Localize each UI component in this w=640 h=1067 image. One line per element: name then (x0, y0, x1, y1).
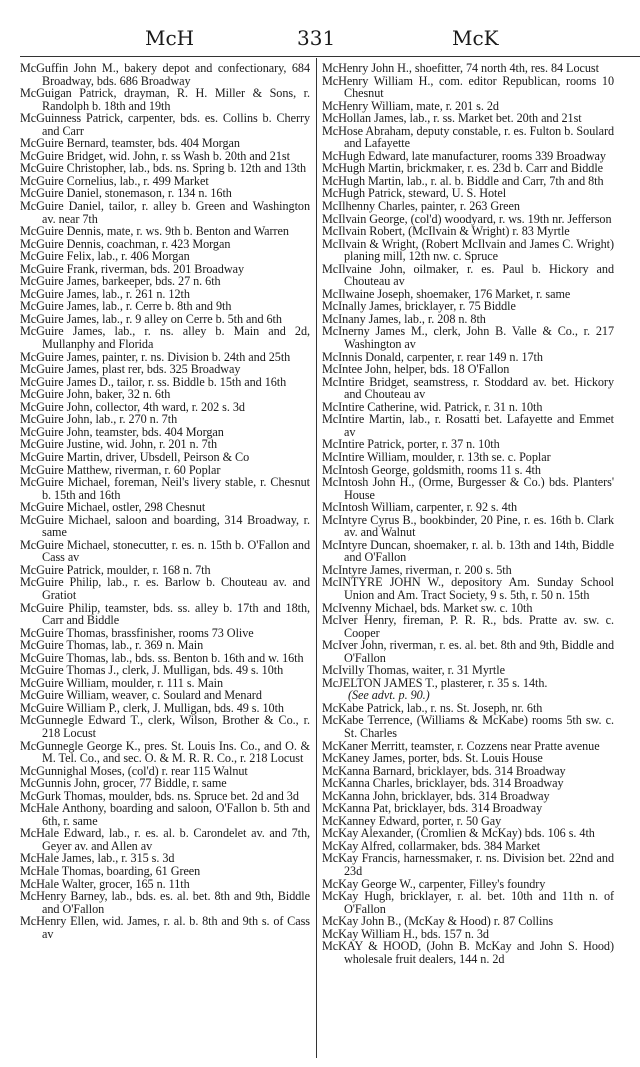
directory-entry: McGuire James, plast rer, bds. 325 Broadway (20, 362, 241, 377)
directory-entry: McKanna Charles, bricklayer, bds. 314 Broadway (322, 776, 564, 791)
directory-entry: McIlvaine John, oilmaker, r. es. Paul b. Hickory and Chouteau av (322, 261, 614, 289)
directory-entry: McIlhenny Charles, painter, r. 263 Green (322, 199, 520, 214)
directory-entry: McGuire Frank, riverman, bds. 201 Broadway (20, 261, 244, 276)
directory-entry: McInnis Donald, carpenter, r. rear 149 n. 17th (322, 349, 543, 364)
directory-entry: McInally James, bricklayer, r. 75 Biddle (322, 299, 516, 314)
header-rule (20, 56, 640, 57)
directory-entry: McGuire James, lab., r. ns. alley b. Main and 2d, Mullanphy and Florida (20, 324, 310, 352)
directory-entry: McGuire Dennis, coachman, r. 423 Morgan (20, 236, 231, 251)
directory-entry: McIntyre Duncan, shoemaker, r. al. b. 13th and 14th, Biddle and O'Fallon (322, 537, 614, 565)
directory-entry: McGunnegle Edward T., clerk, Wilson, Brother & Co., r. 218 Locust (20, 713, 310, 740)
directory-entry: McGuire Michael, stonecutter, r. es. n. 15th b. O'Fallon and Cass av (20, 537, 310, 565)
directory-entry: McIver John, riverman, r. es. al. bet. 8th and 9th, Biddle and O'Fallon (322, 638, 614, 665)
directory-entry: McKanna Barnard, bricklayer, bds. 314 Broadway (322, 763, 566, 778)
column-divider (316, 58, 317, 1058)
directory-entry: McGuire John, collector, 4th ward, r. 202 s. 3d (20, 399, 245, 414)
directory-entry: McIntosh William, carpenter, r. 92 s. 4th (322, 500, 518, 515)
directory-entry: McIntosh John H., (Orme, Burgesser & Co.) bds. Planters' House (322, 475, 614, 502)
directory-entry: McGuire Daniel, tailor, r. alley b. Green and Washington av. near 7th (20, 199, 310, 226)
directory-entry: McHugh Edward, late manufacturer, rooms 339 Broadway (322, 148, 606, 163)
directory-entry: McGuire Michael, foreman, Neil's livery stable, r. Chesnut b. 15th and 16th (20, 475, 310, 502)
directory-entry: McGuire James, lab., r. Cerre b. 8th and 9th (20, 299, 232, 314)
directory-entry: McHugh Martin, lab., r. al. b. Biddle and Carr, 7th and 8th (322, 173, 604, 188)
directory-entry: McGuire James, lab., r. 261 n. 12th (20, 286, 190, 301)
directory-entry: McKay Alfred, collarmaker, bds. 384 Market (322, 838, 541, 853)
directory-entry: McIvilly Thomas, waiter, r. 31 Myrtle (322, 663, 505, 678)
directory-entry: McHenry William H., com. editor Republican, rooms 10 Chesnut (322, 73, 614, 101)
directory-entry: McGurk Thomas, moulder, bds. ns. Spruce bet. 2d and 3d (20, 788, 299, 803)
directory-entry: McKay Francis, harnessmaker, r. ns. Division bet. 22nd and 23d (322, 851, 614, 878)
directory-entry: McKay George W., carpenter, Filley's foundry (322, 876, 546, 891)
directory-entry: McJELTON JAMES T., plasterer, r. 35 s. 14th. (322, 675, 548, 690)
directory-entry: McKabe Patrick, lab., r. ns. St. Joseph, nr. 6th (322, 700, 543, 715)
directory-entry: McGuire James, painter, r. ns. Division b. 24th and 25th (20, 349, 291, 364)
directory-entry: McGuire Thomas, lab., r. 369 n. Main (20, 638, 204, 653)
directory-entry: McIntire Patrick, porter, r. 37 n. 10th (322, 437, 500, 452)
directory-entry: McGuire Thomas J., clerk, J. Mulligan, bds. 49 s. 10th (20, 663, 284, 678)
directory-entry: McGuire Cornelius, lab., r. 499 Market (20, 173, 209, 188)
directory-entry: McGuire Michael, ostler, 298 Chesnut (20, 500, 206, 515)
directory-entry: McGuire Felix, lab., r. 406 Morgan (20, 249, 190, 264)
directory-entry: McGuire Bridget, wid. John, r. ss Wash b. 20th and 21st (20, 148, 290, 163)
directory-entry: McKabe Terrence, (Williams & McKabe) rooms 5th sw. c. St. Charles (322, 713, 614, 740)
directory-entry: McGunnighal Moses, (col'd) r. rear 115 Walnut (20, 763, 248, 778)
directory-entry: McKay William H., bds. 157 n. 3d (322, 926, 489, 941)
directory-entry: McGuinness Patrick, carpenter, bds. es. Collins b. Cherry and Carr (20, 111, 310, 138)
directory-entry: McKay John B., (McKay & Hood) r. 87 Collins (322, 914, 554, 929)
directory-entry: McHale James, lab., r. 315 s. 3d (20, 851, 175, 866)
directory-entry: McIntyre James, riverman, r. 200 s. 5th (322, 562, 512, 577)
directory-entry: McGuire Bernard, teamster, bds. 404 Morgan (20, 136, 240, 151)
directory-entry: McInerny James M., clerk, John B. Valle & Co., r. 217 Washington av (322, 324, 614, 352)
directory-entry: McGuire Philip, lab., r. es. Barlow b. Chouteau av. and Gratiot (20, 575, 310, 602)
directory-entry: McIntire Catherine, wid. Patrick, r. 31 n. 10th (322, 399, 543, 414)
left-guide-word: McH (145, 26, 195, 50)
directory-entry: McIlwaine Joseph, shoemaker, 176 Market, r. same (322, 286, 571, 301)
directory-entry: McHale Edward, lab., r. es. al. b. Carondelet av. and 7th, Geyer av. and Allen av (20, 826, 310, 853)
directory-entry: McKay Alexander, (Cromlien & McKay) bds. 106 s. 4th (322, 826, 595, 841)
directory-entry: (See advt. p. 90.) (348, 688, 430, 703)
directory-entry: McGuigan Patrick, drayman, R. H. Miller & Sons, r. Randolph b. 18th and 19th (20, 86, 310, 113)
directory-entry: McGunnegle George K., pres. St. Louis Ins. Co., and O. & M. Tel. Co., and sec. O. & M. R. R. Co., r. 218 Locust (20, 738, 310, 766)
directory-entry: McIlvain Robert, (McIlvain & Wright) r. 83 Myrtle (322, 224, 570, 239)
directory-entry: McGuire Thomas, brassfinisher, rooms 73 Olive (20, 625, 254, 640)
directory-entry: McIntee John, helper, bds. 18 O'Fallon (322, 362, 510, 377)
directory-entry: McGuire Philip, teamster, bds. ss. alley b. 17th and 18th, Carr and Biddle (20, 600, 310, 628)
directory-entry: McIlvain George, (col'd) woodyard, r. ws. 19th nr. Jefferson (322, 211, 612, 226)
directory-entry: McGuire Martin, driver, Ubsdell, Peirson & Co (20, 449, 250, 464)
directory-entry: McKanna John, bricklayer, bds. 314 Broadway (322, 788, 550, 803)
directory-entry: McGuire John, teamster, bds. 404 Morgan (20, 424, 224, 439)
directory-entry: McHenry John H., shoefitter, 74 north 4th, res. 84 Locust (322, 61, 599, 75)
directory-entry: McHugh Patrick, steward, U. S. Hotel (322, 186, 507, 201)
directory-entry: McINTYRE JOHN W., depository Am. Sunday School Union and Am. Tract Society, 9 s. 5th, r. 50 n. 15th (322, 575, 614, 602)
directory-entry: McGuire Michael, saloon and boarding, 314 Broadway, r. same (20, 512, 310, 540)
directory-entry: McIntire William, moulder, r. 13th se. c. Poplar (322, 449, 551, 464)
directory-entry: McKAY & HOOD, (John B. McKay and John S. Hood) wholesale fruit dealers, 144 n. 2d (322, 939, 614, 966)
directory-entry: McGuire James, lab., r. 9 alley on Cerre b. 5th and 6th (20, 311, 282, 326)
directory-entry: McGuire Thomas, lab., bds. ss. Benton b. 16th and w. 16th (20, 650, 304, 665)
left-column (20, 62, 310, 940)
directory-entry: McIntosh George, goldsmith, rooms 11 s. 4th (322, 462, 541, 477)
directory-entry: McIver Henry, fireman, P. R. R., bds. Pratte av. sw. c. Cooper (322, 613, 614, 640)
directory-entry: McGuffin John M., bakery depot and confectionary, 684 Broadway, bds. 686 Broadway (20, 61, 310, 88)
directory-entry: McGuire James D., tailor, r. ss. Biddle b. 15th and 16th (20, 374, 287, 389)
directory-entry: McGuire Patrick, moulder, r. 168 n. 7th (20, 562, 211, 577)
directory-entry: McIntire Martin, lab., r. Rosatti bet. Lafayette and Emmet av (322, 412, 614, 439)
right-guide-word: McK (452, 26, 499, 50)
directory-entry: McIvenny Michael, bds. Market sw. c. 10th (322, 600, 533, 615)
directory-entry: McIntire Bridget, seamstress, r. Stoddard av. bet. Hickory and Chouteau av (322, 374, 614, 402)
directory-entry: McHose Abraham, deputy constable, r. es. Fulton b. Soulard and Lafayette (322, 123, 614, 151)
directory-entry: McGuire William, weaver, c. Soulard and Menard (20, 688, 262, 703)
directory-entry: McHale Thomas, boarding, 61 Green (20, 864, 201, 878)
directory-entry: McGuire Daniel, stonemason, r. 134 n. 16th (20, 186, 232, 201)
directory-entry: McIlvain & Wright, (Robert McIlvain and James C. Wright) planing mill, 12th nw. c. Spruce (322, 236, 614, 264)
directory-entry: McKaney James, porter, bds. St. Louis House (322, 751, 543, 766)
directory-entry: McGuire James, barkeeper, bds. 27 n. 6th (20, 274, 221, 289)
directory-entry: McGuire Dennis, mate, r. ws. 9th b. Benton and Warren (20, 224, 289, 239)
directory-entry: McKanney Edward, porter, r. 50 Gay (322, 813, 502, 828)
directory-entry: McHenry Barney, lab., bds. es. al. bet. 8th and 9th, Biddle and O'Fallon (20, 889, 310, 916)
directory-entry: McGuire William, moulder, r. 111 s. Main (20, 675, 224, 690)
directory-entry: McGuire Justine, wid. John, r. 201 n. 7th (20, 437, 218, 452)
directory-entry: McGuire William P., clerk, J. Mulligan, bds. 49 s. 10th (20, 700, 284, 715)
right-column (322, 62, 614, 965)
directory-entry: McGuire John, lab., r. 270 n. 7th (20, 412, 178, 427)
directory-entry: McIntyre Cyrus B., bookbinder, 20 Pine, r. es. 16th b. Clark av. and Walnut (322, 512, 614, 540)
directory-entry: McHale Walter, grocer, 165 n. 11th (20, 876, 190, 891)
directory-entry: McGuire John, baker, 32 n. 6th (20, 387, 171, 402)
page-header (0, 26, 640, 54)
directory-entry: McHenry Ellen, wid. James, r. al. b. 8th and 9th s. of Cass av (20, 914, 310, 941)
directory-entry: McKanna Pat, bricklayer, bds. 314 Broadway (322, 801, 543, 816)
directory-entry: McGuire Christopher, lab., bds. ns. Spring b. 12th and 13th (20, 161, 306, 176)
directory-entry: McKaner Merritt, teamster, r. Cozzens near Pratte avenue (322, 738, 600, 753)
directory-entry: McHollan James, lab., r. ss. Market bet. 20th and 21st (322, 111, 582, 126)
directory-entry: McHenry William, mate, r. 201 s. 2d (322, 98, 499, 113)
page-number: 331 (297, 26, 336, 50)
directory-entry: McHugh Martin, brickmaker, r. es. 23d b. Carr and Biddle (322, 161, 604, 176)
directory-entry: McKay Hugh, bricklayer, r. al. bet. 10th and 11th n. of O'Fallon (322, 889, 614, 916)
directory-entry: McGuire Matthew, riverman, r. 60 Poplar (20, 462, 221, 477)
directory-entry: McHale Anthony, boarding and saloon, O'Fallon b. 5th and 6th, r. same (20, 801, 310, 828)
directory-entry: McInany James, lab., r. 208 n. 8th (322, 311, 486, 326)
directory-entry: McGunnis John, grocer, 77 Biddle, r. same (20, 776, 227, 791)
